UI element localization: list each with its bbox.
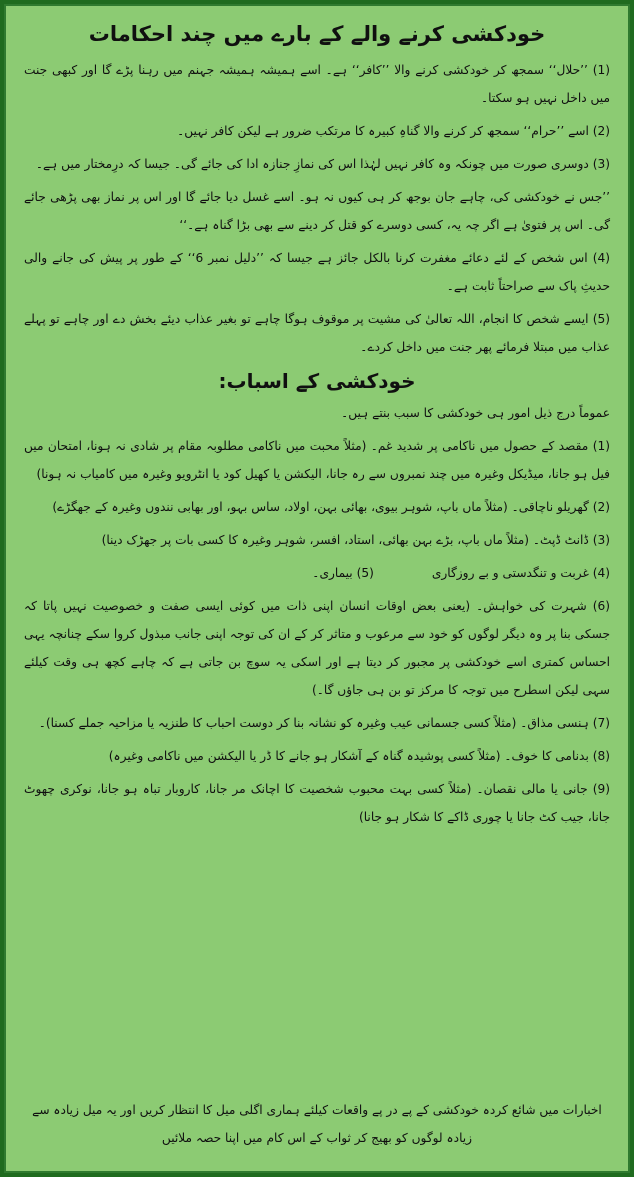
cause-7: (7) ہنسی مذاق۔ (مثلاً کسی جسمانی عیب وغیرہ کو نشانہ بنا کر دوست احباب کا طنزیہ یا مزاحیہ جملے کسنا)۔ [38, 716, 610, 730]
cause-9: (9) جانی یا مالی نقصان۔ (مثلاً کسی بہت محبوب شخصیت کا اچانک مر جانا، کاروبار تباہ ہو جانا، نوکری چھوٹ جانا، جیب کٹ جانا یا چوری ڈاکے کا شکار ہو جانا) [24, 782, 610, 824]
article-body [6, 6, 628, 1171]
ruling-3: (3) دوسری صورت میں چونکہ وہ کافر نہیں لہٰذا اس کی نمازِ جنازہ ادا کی جائے گی۔ جیسا کہ درِمختار میں ہے۔ [35, 157, 610, 171]
ruling-2: (2) اسے ’’حرام‘‘ سمجھ کر کرنے والا گناہِ کبیرہ کا مرتکب ضرور ہے لیکن کافر نہیں۔ [177, 124, 610, 138]
cause-1: (1) مقصد کے حصول میں ناکامی پر شدید غم۔ (مثلاً محبت میں ناکامی مطلوبہ مقام پر شادی نہ ہونا، امتحان میں فیل ہو جانا، میڈیکل وغیرہ میں چند نمبروں سے رہ جانا، الیکشن یا کھیل کود یا انٹرویو وغیرہ میں کامیاب نہ ہونا) [24, 439, 610, 481]
causes-heading: خودکشی کے اسباب: [218, 369, 416, 393]
ruling-5: (5) ایسے شخص کا انجام، اللہ تعالیٰ کی مشیت پر موقوف ہوگا چاہے تو بغیر عذاب دیئے بخش دے اور چاہے تو پہلے عذاب میں مبتلا فرمائے پھر جنت میں داخل کردے۔ [24, 312, 610, 354]
cause-6: (6) شہرت کی خواہش۔ (یعنی بعض اوقات انسان اپنی ذات میں کوئی ایسی صفت و خصوصیت نہیں پاتا کہ جسکی بنا پر وہ دیگر لوگوں کو خود سے مرعوب و متاثر کر کے ان کی توجہ اپنی جانب مبذول کروا سکے چنانچہ یہی احساس کمتری اسے خودکشی پر مجبور کر دیتا ہے اور اسکی یہ سوچ بن جاتی ہے کہ چاہے کچھ ہی وقت کیلئے سہی لیکن اسطرح میں توجہ کا مرکز تو بن ہی جاؤں گا۔) [24, 599, 610, 697]
content-panel [4, 4, 630, 1173]
cause-3: (3) ڈانٹ ڈپٹ۔ (مثلاً ماں باپ، بڑے بہن بھائی، استاد، افسر، شوہر وغیرہ کا کسی بات پر جھڑک دینا) [101, 533, 610, 547]
page-title: خودکشی کرنے والے کے بارے میں چند احکامات [88, 22, 546, 46]
ruling-3-quote: ’’جس نے خودکشی کی، چاہے جان بوجھ کر ہی کیوں نہ ہو۔ اسے غسل دیا جائے گا اور اس پر نماز بھی پڑھی جائے گی۔ اس پر فتویٰ ہے اگر چہ یہ، کسی دوسرے کو قتل کر دینے سے بھی بڑا گناہ ہے۔‘‘ [24, 190, 610, 232]
causes-row-4-5 [24, 559, 610, 587]
ruling-4: (4) اس شخص کے لئے دعائے مغفرت کرنا بالکل جائز ہے جیسا کہ ’’دلیل نمبر 6‘‘ کے طور پر پیش کی جانے والی حدیثِ پاک سے صراحتاً ثابت ہے۔ [24, 251, 610, 293]
cause-8: (8) بدنامی کا خوف۔ (مثلاً کسی پوشیدہ گناہ کے آشکار ہو جانے کا ڈر یا الیکشن میں ناکامی وغیرہ) [108, 749, 610, 763]
ruling-1: (1) ’’حلال‘‘ سمجھ کر خودکشی کرنے والا ’’کافر‘‘ ہے۔ اسے ہمیشہ ہمیشہ جہنم میں رہنا پڑے گا اور کبھی جنت میں داخل نہیں ہو سکتا۔ [24, 63, 610, 105]
footer-note: اخبارات میں شائع کردہ خودکشی کے پے در پے واقعات کیلئے ہماری اگلی میل کا انتظار کریں اور یہ میل زیادہ سے زیادہ لوگوں کو بھیج کر ثواب کے اس کام میں اپنا حصہ ملائیں [32, 1103, 602, 1145]
cause-2: (2) گھریلو ناچاقی۔ (مثلاً ماں باپ، شوہر بیوی، بھائی بہن، اولاد، ساس بہو، اور بھابی نندوں وغیرہ کے جھگڑے) [52, 500, 610, 514]
causes-intro: عموماً درج ذیل امور ہی خودکشی کا سبب بنتے ہیں۔ [341, 406, 610, 420]
cause-4: (4) غربت و تنگدستی و بے روزگاری [431, 566, 610, 580]
cause-5: (5) بیماری۔ [312, 566, 374, 580]
